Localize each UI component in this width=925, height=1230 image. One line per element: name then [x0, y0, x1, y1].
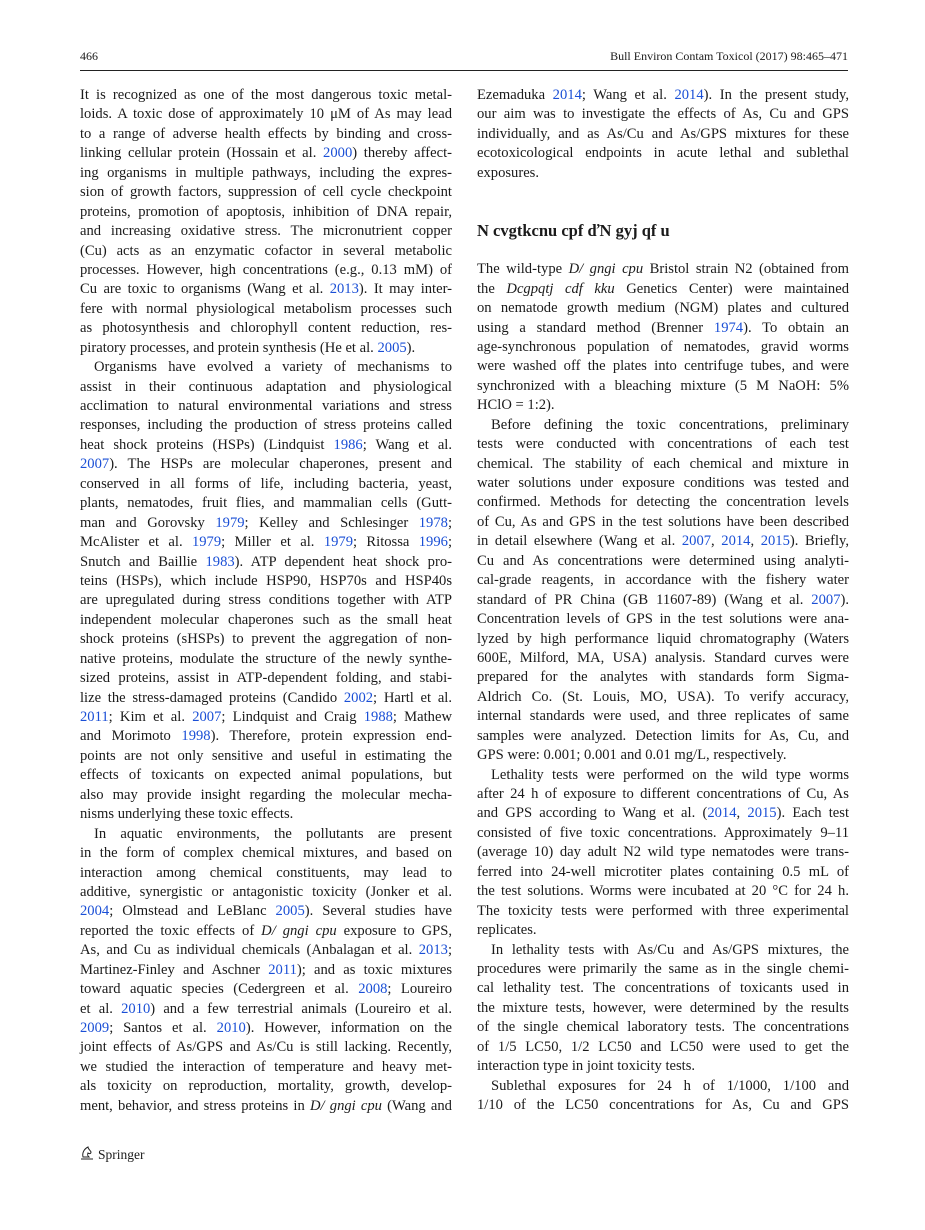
text-line: als toxicity on reproduction, mortality, growth, develop- — [80, 1078, 452, 1095]
text-line: 2009; Santos et al. 2010). However, information on the — [80, 1020, 452, 1036]
citation-link[interactable]: 2014 — [552, 87, 582, 103]
text-line: 2011; Kim et al. 2007; Lindquist and Craig 1988; Mathew — [80, 709, 452, 725]
text-line: ecotoxicological endpoints in acute lethal and sublethal — [477, 145, 849, 162]
paragraph — [477, 941, 849, 1077]
text-line: confirmed. Methods for detecting the concentration levels — [477, 494, 849, 511]
text-line: It is recognized as one of the most dangerous toxic metal- — [80, 87, 452, 103]
paragraph — [477, 416, 849, 766]
text-line: GPS were: 0.001; 0.001 and 0.01 mg/L, respectively. — [477, 747, 787, 764]
citation-link[interactable]: 2015 — [760, 533, 790, 550]
text-line: Aldrich Co. (St. Louis, MO, USA). To verify accuracy, — [477, 688, 849, 705]
text-line: prepared for the analytes with standards form Sigma- — [477, 669, 849, 686]
text-line: (average 10) day adult N2 wild type nematodes were trans- — [477, 844, 849, 861]
text-line: native proteins, modulate the structure of the newly synthe- — [80, 650, 452, 667]
citation-link[interactable]: 1974 — [713, 319, 744, 336]
text-line: Organisms have evolved a variety of mechanisms to — [94, 359, 452, 376]
text-line: teins (HSPs), which include HSP90, HSP70s and HSP40s — [80, 572, 452, 589]
text-line: loids. A toxic dose of approximately 10 μM of As may lead — [80, 106, 452, 123]
text-line: procedures were primarily the same as in the single chemi- — [477, 960, 849, 977]
text-line: were washed off the plates into centrifuge tubes, and were — [477, 358, 849, 375]
citation-link[interactable]: 2014 — [674, 87, 704, 103]
citation-link[interactable]: 2005 — [377, 339, 407, 356]
text-line: joint effects of As/GPS and As/Cu is still lacking. Recently, — [80, 1039, 452, 1056]
journal-citation: Bull Environ Contam Toxicol (2017) 98:465–471 — [610, 49, 848, 63]
citation-link[interactable]: 1986 — [333, 436, 363, 453]
text-line: fere with normal physiological metabolism processes such — [80, 300, 452, 317]
text-line: man and Gorovsky 1979; Kelley and Schlesinger 1978; — [80, 514, 452, 531]
text-line: our aim was to investigate the effects of As, Cu and GPS — [477, 106, 849, 123]
paragraph — [477, 260, 849, 416]
citation-link[interactable]: 2007 — [192, 709, 222, 725]
text-line: on nematode growth medium (NGM) plates and cultured — [477, 300, 849, 317]
text-line: assist in their continuous adaptation and physiological — [80, 378, 452, 395]
italic-term: D/ gngi cpu — [261, 922, 337, 939]
text-line: cal-grade reagents, in accordance with the fishery water — [477, 572, 849, 589]
text-line: heat shock proteins (HSPs) (Lindquist 1986; Wang et al. — [80, 436, 453, 453]
text-line: The toxicity tests were performed with three experimental — [477, 902, 849, 919]
text-line: age-synchronous population of nematodes, gravid worms — [477, 338, 849, 355]
paragraph — [477, 86, 849, 183]
text-line: 2004; Olmstead and LeBlanc 2005). Several studies have — [80, 903, 452, 920]
citation-link[interactable]: 2013 — [329, 281, 359, 298]
text-line: conserved in all forms of life, including bacteria, yeast, — [80, 475, 452, 492]
text-line: processes. However, high concentrations (e.g., 0.13 mM) of — [80, 261, 452, 278]
citation-link[interactable]: 2014 — [721, 533, 751, 550]
citation-link[interactable]: 1978 — [418, 514, 448, 531]
text-line: nisms underlying these toxic effects. — [80, 806, 294, 823]
text-line: Ezemaduka 2014; Wang et al. 2014). In the present study, — [477, 87, 850, 103]
left-column — [80, 86, 452, 1116]
paragraph — [477, 1077, 849, 1116]
section-heading: N cvgtkcnu cpf ďN gyj qf u — [477, 221, 670, 241]
text-line: independent molecular chaperones such as the small heat — [80, 611, 452, 628]
text-line: and increasing oxidative stress. The micronutrient copper — [80, 223, 452, 240]
citation-link[interactable]: 1983 — [205, 553, 235, 570]
springer-logo-icon — [80, 1145, 94, 1165]
text-line: Cu and As concentrations were determined using analyti- — [477, 552, 849, 569]
text-line: individually, and as As/Cu and As/GPS mixtures for these — [477, 125, 849, 142]
text-line: Before defining the toxic concentrations, preliminary — [491, 416, 849, 433]
text-line: of the single chemical laboratory tests. The concentrations — [477, 1019, 849, 1036]
citation-link[interactable]: 2002 — [343, 689, 374, 706]
paragraph — [80, 825, 452, 1117]
text-line: the mixture tests, however, were determined by the results — [477, 999, 849, 1016]
text-line: Martinez-Finley and Aschner 2011); and as toxic mixtures — [80, 961, 452, 978]
text-line: interaction among chemical constituents, may lead to — [80, 864, 452, 881]
footer — [80, 1145, 145, 1165]
publisher-name: Springer — [98, 1147, 145, 1162]
text-line: toward aquatic species (Cedergreen et al. 2008; Loureiro — [80, 981, 452, 998]
text-line: (Cu) acts as an enzymatic cofactor in several metabolic — [80, 242, 452, 259]
text-line: are upregulated during stress conditions together with ATP — [80, 592, 452, 609]
text-line: samples were analyzed. Detection limits for As, Cu, and — [477, 727, 849, 744]
citation-link[interactable]: 1996 — [418, 534, 448, 551]
citation-link[interactable]: 2010 — [121, 1000, 151, 1017]
text-line: to a range of adverse health effects by binding and cross- — [80, 125, 452, 142]
text-line: McAlister et al. 1979; Miller et al. 1979; Ritossa 1996; — [80, 534, 452, 551]
text-line: plants, nematodes, fruit flies, and mammalian cells (Gutt- — [80, 495, 452, 512]
citation-link[interactable]: 1988 — [363, 709, 393, 725]
text-line: reported the toxic effects of D/ gngi cpu exposure to GPS, — [80, 922, 452, 939]
right-column — [477, 86, 849, 1115]
text-line: consisted of five toxic concentrations. Approximately 9–11 — [477, 824, 849, 841]
text-line: In aquatic environments, the pollutants are present — [94, 825, 452, 842]
text-line: ferred into 24-well microtiter plates containing 0.5 mL of — [477, 863, 849, 880]
text-line: cal lethality test. The concentrations of toxicants used in — [477, 980, 849, 997]
text-line: Concentration levels of GPS in the test solutions were ana- — [477, 611, 849, 628]
text-line: chemical. The stability of each chemical and mixture in — [477, 455, 849, 472]
citation-link[interactable]: 2013 — [418, 942, 448, 959]
text-line: 1/10 of the LC50 concentrations for As, Cu and GPS — [477, 1097, 849, 1113]
text-line: effects of toxicants on expected animal populations, but — [80, 767, 452, 784]
italic-term: Dcgpqtj cdf kku — [506, 280, 615, 297]
text-line: internal standards were used, and three replicates of same — [477, 708, 849, 725]
text-line: of 1/5 LC50, 1/2 LC50 and LC50 were used to get the — [477, 1038, 849, 1055]
text-line: Snutch and Baillie 1983). ATP dependent heat shock pro- — [80, 553, 452, 570]
citation-link[interactable]: 2005 — [275, 903, 305, 920]
citation-link[interactable]: 2007 — [811, 591, 841, 608]
text-line: using a standard method (Brenner 1974). To obtain an — [477, 319, 849, 336]
citation-link[interactable]: 1979 — [191, 534, 222, 551]
citation-link[interactable]: 1998 — [181, 728, 211, 745]
text-line: Sublethal exposures for 24 h of 1/1000, 1/100 and — [491, 1077, 849, 1094]
citation-link[interactable]: 1979 — [215, 514, 245, 531]
citation-link[interactable]: 2007 — [80, 456, 110, 473]
header-rule — [80, 70, 848, 71]
paragraph — [80, 86, 452, 358]
text-line: sion of growth factors, suppression of cell cycle checkpoint — [80, 184, 452, 201]
text-line: the Dcgpqtj cdf kku Genetics Center) were maintained — [477, 280, 849, 297]
citation-link[interactable]: 2008 — [358, 981, 388, 998]
citation-link[interactable]: 2007 — [681, 533, 712, 550]
text-line: tests were conducted with concentrations of each test — [477, 436, 849, 453]
text-line: shock proteins (sHSPs) to prevent the aggregation of non- — [80, 631, 452, 648]
text-line: 2007). The HSPs are molecular chaperones, present and — [80, 456, 452, 473]
text-line: of Cu, As and GPS in the test solutions have been described — [477, 513, 849, 530]
text-line: ing organisms in multiple pathways, including the expres- — [80, 164, 452, 181]
text-line: in the form of complex chemical mixtures, and based on — [80, 845, 452, 862]
text-line: Lethality tests were performed on the wild type worms — [491, 766, 849, 783]
text-line: and GPS according to Wang et al. (2014, 2015). Each test — [477, 805, 849, 822]
text-line: et al. 2010) and a few terrestrial animals (Loureiro et al. — [80, 1000, 452, 1017]
text-line: lyzed by high performance liquid chromatography (Waters — [477, 630, 849, 647]
text-line: in detail elsewhere (Wang et al. 2007, 2014, 2015). Briefly, — [477, 533, 850, 550]
citation-link[interactable]: 2000 — [323, 145, 353, 162]
text-line: interaction type in joint toxicity tests. — [477, 1058, 696, 1075]
text-line: replicates. — [477, 922, 537, 939]
citation-link[interactable]: 2004 — [80, 903, 110, 920]
citation-link[interactable]: 2009 — [80, 1020, 110, 1036]
text-line: we studied the interaction of temperature and heavy met- — [80, 1058, 452, 1075]
text-line: responses, including the production of stress proteins called — [80, 417, 452, 434]
text-line: additive, synergistic or antagonistic toxicity (Jonker et al. — [80, 883, 452, 900]
citation-link[interactable]: 2014 — [707, 805, 737, 822]
text-line: standard of PR China (GB 11607-89) (Wang et al. 2007). — [477, 591, 849, 608]
text-line: also may provide insight regarding the molecular mecha- — [80, 786, 452, 803]
citation-link[interactable]: 2011 — [80, 709, 109, 725]
text-line: exposures. — [477, 164, 540, 181]
text-line: acclimation to natural environmental variations and stress — [80, 398, 452, 414]
text-line: water solutions under exposure conditions was tested and — [477, 475, 849, 491]
text-line: In lethality tests with As/Cu and As/GPS mixtures, the — [491, 941, 849, 958]
text-line: points are not only sensitive and useful in estimating the — [80, 747, 452, 764]
italic-term: D/ gngi cpu — [309, 1097, 382, 1114]
text-line: piratory processes, and protein synthesis (He et al. 2005). — [80, 339, 416, 356]
text-line: proteins, promotion of apoptosis, inhibition of DNA repair, — [80, 203, 452, 220]
text-line: and Morimoto 1998). Therefore, protein expression end- — [80, 728, 452, 745]
text-line: after 24 h of exposure to different concentrations of Cu, As — [477, 786, 849, 802]
text-line: sized proteins, assist in ATP-dependent folding, and stabi- — [80, 670, 452, 687]
text-line: synchronized with a bleaching mixture (5 M NaOH: 5% — [477, 377, 849, 394]
text-line: lize the stress-damaged proteins (Candido 2002; Hartl et al. — [80, 689, 452, 706]
text-line: 600E, Milford, MA, USA) analysis. Standard curves were — [477, 649, 849, 666]
text-line: The wild-type D/ gngi cpu Bristol strain N2 (obtained from — [477, 261, 849, 278]
text-line: Cu are toxic to organisms (Wang et al. 2013). It may inter- — [80, 281, 453, 298]
citation-link[interactable]: 2010 — [216, 1020, 246, 1036]
text-line: ment, behavior, and stress proteins in D/ gngi cpu (Wang and — [80, 1097, 452, 1114]
text-line: As, and Cu as individual chemicals (Anbalagan et al. 2013; — [80, 942, 452, 959]
citation-link[interactable]: 2015 — [747, 805, 777, 822]
italic-term: D/ gngi cpu — [568, 261, 644, 278]
citation-link[interactable]: 2011 — [268, 961, 297, 978]
text-line: HClO = 1:2). — [477, 397, 555, 414]
citation-link[interactable]: 1979 — [323, 534, 353, 551]
paragraph — [80, 358, 452, 825]
paragraph — [477, 766, 849, 941]
page-number: 466 — [80, 49, 98, 63]
text-line: the test solutions. Worms were incubated at 20 °C for 24 h. — [477, 883, 849, 900]
text-line: linking cellular protein (Hossain et al. 2000) thereby affect- — [80, 145, 452, 162]
text-line: as photosynthesis and chlorophyll content reduction, res- — [80, 320, 452, 337]
